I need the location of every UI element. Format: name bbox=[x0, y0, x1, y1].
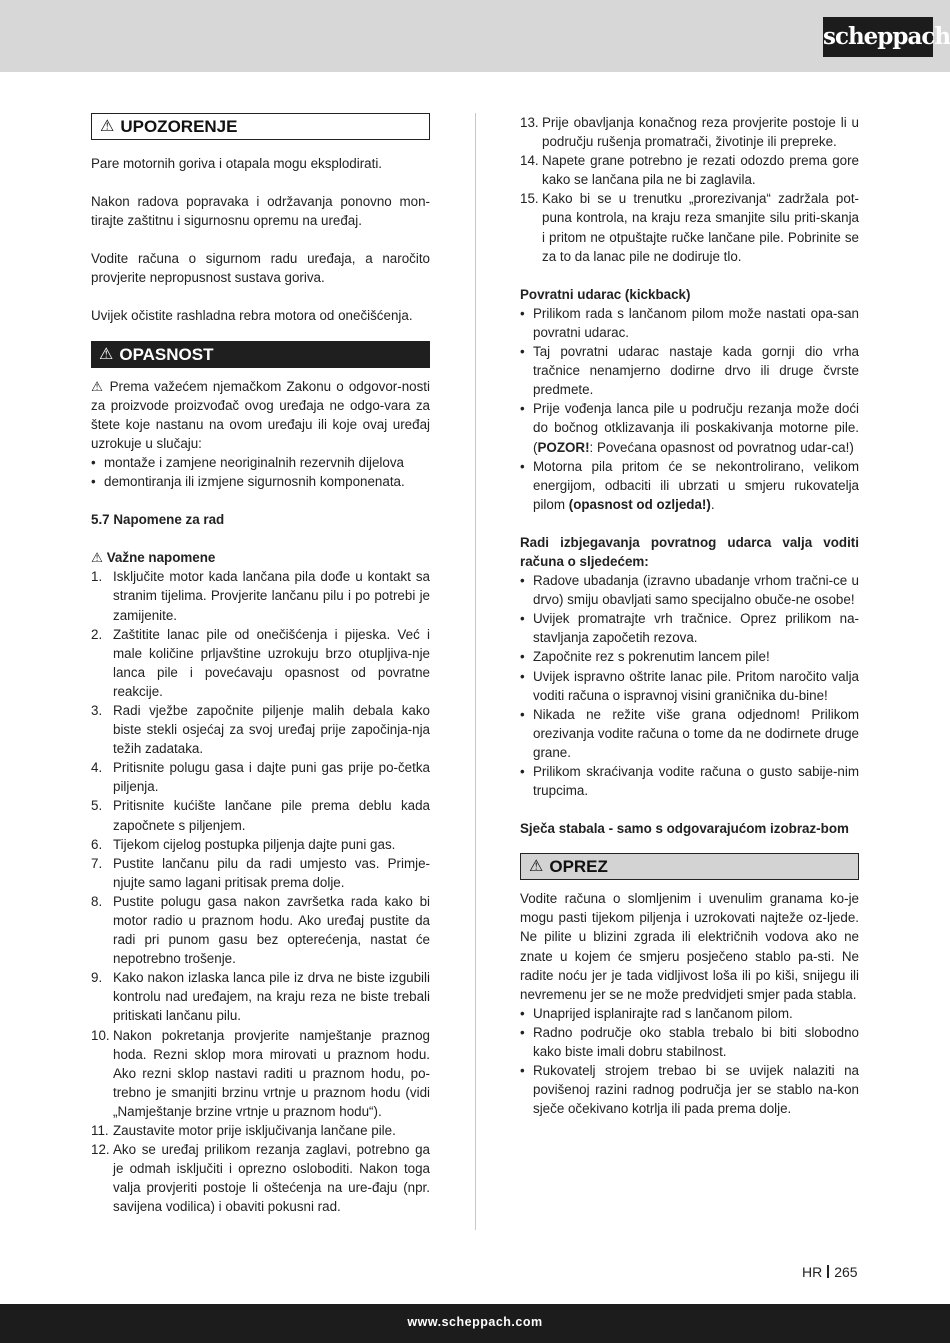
item-number: 4. bbox=[91, 760, 103, 776]
item-text: Kako bi se u trenutku „prorezivanja“ zadržala pot-puna kontrola, na kraju reza smanjite silu priti-skanja i pritom ne otpuštajte ručke lančane pile. Pobrinite se za to da lanac pile ne dodiruje tlo. bbox=[542, 191, 859, 264]
page-number-value: 265 bbox=[834, 1264, 858, 1280]
scheppach-logo: scheppach bbox=[823, 17, 933, 57]
item-number: 10. bbox=[91, 1027, 110, 1043]
item-number: 8. bbox=[91, 893, 103, 909]
numbered-item bbox=[91, 625, 430, 701]
warning-paragraph: Pare motornih goriva i otapala mogu eksplodirati. bbox=[91, 156, 383, 171]
item-text: Pustite polugu gasa nakon završetka rada kako bi motor radio u praznom hodu. Ako uređaj pustite da radi pri punom gasu bez opterećenja, nastat će nepotrebno trošenje. bbox=[113, 893, 430, 967]
list-item: • Prilikom skraćivanja vodite računa o gusto sabije-nim trupcima. bbox=[520, 764, 859, 799]
warning-box bbox=[91, 113, 430, 140]
warning-paragraph: Nakon radova popravaka i održavanja ponovno mon-tirajte zaštitnu i sigurnosnu opremu na uređaj. bbox=[91, 194, 430, 229]
footer-url[interactable]: www.scheppach.com bbox=[407, 1315, 543, 1329]
avoid-heading: Radi izbjegavanja povratnog udarca valja voditi računa o sljedećem: bbox=[520, 534, 859, 569]
warning-triangle-icon: ⚠ bbox=[91, 550, 107, 566]
danger-box bbox=[91, 341, 430, 368]
numbered-item bbox=[91, 835, 430, 854]
felling-heading: Sječa stabala - samo s odgovarajućom izobraz-bom bbox=[520, 821, 849, 837]
list-item: • Započnite rez s pokrenutim lancem pile! bbox=[520, 649, 770, 665]
header-band bbox=[0, 0, 950, 72]
numbered-list bbox=[520, 113, 859, 266]
numbered-item bbox=[91, 567, 430, 624]
item-text: Kako nakon izlaska lanca pile iz drva ne biste izgubili kontrolu nad uređajem, na kraju reza ne biste trebali pritiskati lančanu pilu. bbox=[113, 970, 430, 1024]
caution-box bbox=[520, 853, 859, 880]
item-number: 5. bbox=[91, 798, 103, 814]
numbered-item bbox=[91, 892, 430, 968]
numbered-item bbox=[91, 796, 430, 834]
page-separator bbox=[827, 1265, 829, 1278]
caution-paragraph: Vodite računa o slomljenim i uvenulim granama ko-je mogu pasti tijekom piljenja i uzrokovati najteže oz-ljede. Ne pilite u blizini zgrada ili električnih vodova ako ne znate u kojem će smjeru posječeno stablo pa-sti. Ne radite noću jer je tada vidljivost loša ili po kiši, snijegu ili nevremenu jer se ne može predvidjeti smjer pada stabla. bbox=[520, 891, 859, 1002]
item-text: Pustite lančanu pilu da radi umjesto vas. Primje-njujte samo lagani pritisak prema dolje. bbox=[113, 855, 430, 890]
bullet-list bbox=[520, 1004, 859, 1119]
list-item: • Nikada ne režite više grana odjednom! Prilikom orezivanja vodite računa o tome da ne dodirnete druge grane. bbox=[520, 706, 859, 760]
item-text: Isključite motor kada lančana pila dođe u kontakt sa stranim tijelima. Provjerite lančanu pilu i po potrebi je zamijenite. bbox=[113, 569, 430, 623]
column-divider bbox=[475, 113, 476, 1230]
notes-heading: ⚠ Važne napomene bbox=[91, 550, 216, 566]
danger-intro-text: Prema važećem njemačkom Zakonu o odgovor-nosti za proizvode proizvođač ovog uređaja ne odgo-vara za štete koje nastanu na ovom uređaju ili koje ovaj uređaj uzrokuje u slučaju: bbox=[91, 378, 430, 451]
numbered-item bbox=[520, 189, 859, 265]
list-item: • Rukovatelj strojem trebao bi se uvijek nalaziti na povišenoj razini radnog područja jer se stablo na-kon sječe očekivano kotrlja ili pada prema dolje. bbox=[520, 1063, 859, 1117]
item-number: 3. bbox=[91, 702, 103, 718]
numbered-item bbox=[520, 113, 859, 151]
numbered-item bbox=[91, 758, 430, 796]
list-item: • Radove ubadanja (izravno ubadanje vrhom tračni-ce u drvo) smiju obavljati samo specijalno obuče-ne osobe! bbox=[520, 573, 859, 608]
numbered-item bbox=[91, 1026, 430, 1121]
list-item: • Prije vođenja lanca pile u području rezanja može doći do bočnog otklizavanja ili poskakivanja motorne pile. (POZOR!: Povećana opasnost od povratnog udar-ca!) bbox=[520, 401, 859, 455]
item-text: Ako se uređaj prilikom rezanja zaglavi, potrebno ga je odmah isključiti i oprezno osloboditi. Nakon toga valja provjeriti postoje li oštećenja na ure-đaju (npr. savijena vodilica) i obaviti pokusni rad. bbox=[113, 1142, 430, 1215]
list-item: • Uvijek ispravno oštrite lanac pile. Pritom naročito valja voditi računa o ispravnoj visini graničnika du-bine! bbox=[520, 668, 859, 703]
item-number: 12. bbox=[91, 1142, 110, 1158]
danger-title: OPASNOST bbox=[119, 344, 214, 364]
right-column bbox=[520, 113, 859, 1118]
list-item: • Prilikom rada s lančanom pilom može nastati opa-san povratni udarac. bbox=[520, 305, 859, 340]
item-number: 7. bbox=[91, 855, 103, 871]
item-number: 14. bbox=[520, 153, 539, 169]
item-number: 1. bbox=[91, 569, 103, 585]
item-text: Zaštitite lanac pile od onečišćenja i pijeska. Već i male količine prljavštine uzrokuju brzo otupljiva-nje lanca pile i povećavaju opasnost od povratne reakcije. bbox=[113, 626, 430, 699]
numbered-item bbox=[91, 1121, 430, 1140]
item-number: 6. bbox=[91, 836, 103, 852]
list-item: • Motorna pila pritom će se nekontrolirano, velikom energijom, odbaciti ili ubrzati u smjeru rukovatelja pilom (opasnost od ozljeda!). bbox=[520, 458, 859, 512]
numbered-item bbox=[91, 968, 430, 1025]
item-text: Radi vježbe započnite piljenje malih debala kako biste stekli osjećaj za svoj uređaj prije započinja-nja težih zadataka. bbox=[113, 702, 430, 757]
item-number: 2. bbox=[91, 626, 103, 642]
warning-title: UPOZORENJE bbox=[120, 116, 238, 136]
page-language: HR bbox=[802, 1264, 823, 1280]
section-heading: 5.7 Napomene za rad bbox=[91, 512, 225, 528]
item-text: Prije obavljanja konačnog reza provjerite postoje li u području rušenja promatrači, životinje ili prepreke. bbox=[542, 115, 859, 150]
item-number: 9. bbox=[91, 970, 103, 986]
footer-bar bbox=[0, 1304, 950, 1343]
item-text: Nakon pokretanja provjerite namještanje praznog hoda. Rezni sklop mora mirovati u praznom hodu. Ako rezni sklop nastavi raditi u praznom hodu, po-trebno je smanjiti brzinu vrtnje u praznom hodu (vidi „Namještanje brzine vrtnje u praznom hodu“). bbox=[113, 1027, 430, 1119]
item-text: Zaustavite motor prije isključivanja lančane pile. bbox=[113, 1123, 396, 1139]
list-item: • Unaprijed isplanirajte rad s lančanom pilom. bbox=[520, 1005, 793, 1021]
list-item: • demontiranja ili izmjene sigurnosnih komponenata. bbox=[91, 474, 405, 490]
list-item: • Radno područje oko stabla trebalo bi biti slobodno kako biste imali dobru stabilnost. bbox=[520, 1024, 859, 1060]
list-item: • Taj povratni udarac nastaje kada gornji dio vrha tračnice nenamjerno dodirne drvo ili druge čvrste predmete. bbox=[520, 344, 859, 398]
item-number: 15. bbox=[520, 191, 539, 207]
item-text: Tijekom cijelog postupka piljenja dajte puni gas. bbox=[113, 836, 396, 852]
numbered-item bbox=[91, 854, 430, 892]
kickback-heading: Povratni udarac (kickback) bbox=[520, 286, 691, 302]
item-text: Pritisnite kućište lančane pile prema deblu kada započnete s piljenjem. bbox=[113, 798, 430, 833]
numbered-item bbox=[91, 701, 430, 758]
numbered-list bbox=[91, 567, 430, 1216]
item-text: Napete grane potrebno je rezati odozdo prema gore kako se lančana pila ne bi zaglavila. bbox=[542, 153, 859, 188]
item-number: 11. bbox=[91, 1123, 109, 1139]
warning-triangle-icon: ⚠ bbox=[529, 858, 544, 876]
warning-triangle-icon: ⚠ bbox=[99, 345, 114, 363]
item-number: 13. bbox=[520, 115, 539, 130]
left-column bbox=[91, 113, 430, 1217]
bullet-list bbox=[520, 571, 859, 800]
warning-paragraph: Vodite računa o sigurnom radu uređaja, a naročito provjerite nepropusnost sustava goriva. bbox=[91, 251, 430, 286]
warning-paragraph: Uvijek očistite rashladna rebra motora od onečišćenja. bbox=[91, 308, 413, 324]
warning-triangle-icon: ⚠ bbox=[100, 117, 115, 135]
list-item: • montaže i zamjene neoriginalnih rezervnih dijelova bbox=[91, 454, 404, 470]
numbered-item bbox=[520, 151, 859, 189]
page-number bbox=[802, 1264, 858, 1280]
danger-intro bbox=[91, 377, 430, 453]
numbered-item bbox=[91, 1140, 430, 1216]
warning-triangle-icon: ⚠ bbox=[91, 378, 110, 394]
caution-title: OPREZ bbox=[549, 857, 608, 877]
item-text: Pritisnite polugu gasa i dajte puni gas prije po-četka piljenja. bbox=[113, 760, 430, 795]
list-item: • Uvijek promatrajte vrh tračnice. Oprez prilikom na-stavljanja započetih rezova. bbox=[520, 611, 859, 646]
